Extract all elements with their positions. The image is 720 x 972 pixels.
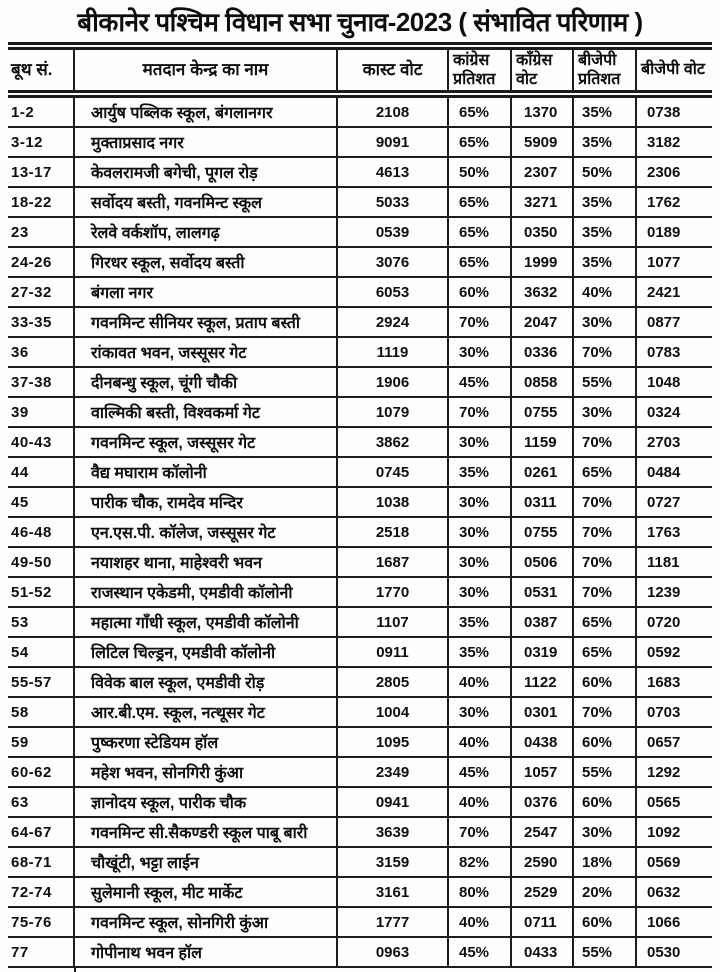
bjp-percent-cell: 55% — [573, 757, 636, 787]
bjp-votes-cell: 1683 — [636, 667, 712, 697]
bjp-votes-cell: 0738 — [636, 94, 712, 127]
table-row — [8, 127, 712, 157]
station-name-cell: दीनबन्धु स्कूल, चूंगी चौकी — [74, 367, 337, 397]
cast-votes-cell: 2924 — [337, 307, 448, 337]
booth-cell: 37-38 — [8, 367, 74, 397]
congress-percent-cell: 40% — [448, 727, 511, 757]
congress-votes-cell: 0755 — [511, 517, 573, 547]
bjp-votes-cell: 0632 — [636, 877, 712, 907]
cast-votes-cell: 1906 — [337, 367, 448, 397]
station-name-cell: पुष्करणा स्टेडियम हॉल — [74, 727, 337, 757]
table-row — [8, 367, 712, 397]
cast-votes-cell: 3159 — [337, 847, 448, 877]
bjp-votes-cell: 1048 — [636, 367, 712, 397]
table-row — [8, 817, 712, 847]
table-row — [8, 637, 712, 667]
booth-cell: 64-67 — [8, 817, 74, 847]
bjp-votes-cell: 1066 — [636, 907, 712, 937]
table-row — [8, 157, 712, 187]
table-row — [8, 607, 712, 637]
bjp-percent-cell: 60% — [573, 787, 636, 817]
table-row — [8, 667, 712, 697]
congress-percent-cell: 35% — [448, 637, 511, 667]
station-name-cell: गवनमिन्ट स्कूल, सोनगिरी कुंआ — [74, 907, 337, 937]
congress-percent-cell: 30% — [448, 577, 511, 607]
cast-votes-cell: 1107 — [337, 607, 448, 637]
bjp-percent-cell: 40% — [573, 277, 636, 307]
station-name-cell: केवलरामजी बगेची, पूगल रोड़ — [74, 157, 337, 187]
bjp-votes-cell: 1763 — [636, 517, 712, 547]
bjp-votes-cell: 0324 — [636, 397, 712, 427]
congress-percent-cell: 60% — [448, 277, 511, 307]
table-row — [8, 757, 712, 787]
booth-cell: 44 — [8, 457, 74, 487]
booth-cell: 27-32 — [8, 277, 74, 307]
cast-votes-cell: 5033 — [337, 187, 448, 217]
booth-cell: 18-22 — [8, 187, 74, 217]
station-name-cell: महात्मा गाँधी स्कूल, एमडीवी कॉलोनी — [74, 607, 337, 637]
bjp-votes-cell: 3182 — [636, 127, 712, 157]
bjp-votes-cell: 0569 — [636, 847, 712, 877]
congress-votes-cell: 3632 — [511, 277, 573, 307]
congress-percent-cell: 65% — [448, 187, 511, 217]
booth-cell: 46-48 — [8, 517, 74, 547]
congress-percent-cell: 45% — [448, 937, 511, 967]
cast-votes-cell: 9091 — [337, 127, 448, 157]
congress-votes-cell: 2529 — [511, 877, 573, 907]
congress-percent-cell: 40% — [448, 667, 511, 697]
congress-votes-cell: 5909 — [511, 127, 573, 157]
header-bjp-votes: बीजेपी वोट — [636, 46, 712, 94]
bjp-percent-cell: 65% — [573, 607, 636, 637]
congress-votes-cell: 0376 — [511, 787, 573, 817]
page-title: बीकानेर पश्चिम विधान सभा चुनाव-2023 ( संभावित परिणाम ) — [77, 7, 643, 37]
station-name-cell: एन.एस.पी. कॉलेज, जस्सूसर गेट — [74, 517, 337, 547]
table-row — [8, 187, 712, 217]
bjp-votes-cell: 1292 — [636, 757, 712, 787]
table-row — [8, 487, 712, 517]
station-name-cell: सर्वोदय बस्ती, गवनमिन्ट स्कूल — [74, 187, 337, 217]
station-name-cell: गवनमिन्ट सी.सैकण्डरी स्कूल पाबू बारी — [74, 817, 337, 847]
congress-votes-cell: 2307 — [511, 157, 573, 187]
table-row — [8, 577, 712, 607]
bjp-votes-cell: 2703 — [636, 427, 712, 457]
table-row — [8, 847, 712, 877]
cast-votes-cell: 3161 — [337, 877, 448, 907]
header-congress-percent: कांग्रेस प्रतिशत — [448, 46, 511, 94]
bjp-percent-cell: 55% — [573, 937, 636, 967]
booth-cell: 45 — [8, 487, 74, 517]
booth-cell: 24-26 — [8, 247, 74, 277]
table-row — [8, 547, 712, 577]
booth-cell: 39 — [8, 397, 74, 427]
table-row — [8, 247, 712, 277]
bjp-votes-cell: 2421 — [636, 277, 712, 307]
booth-cell: 51-52 — [8, 577, 74, 607]
cast-votes-cell: 3639 — [337, 817, 448, 847]
header-row — [8, 46, 712, 94]
bjp-percent-cell: 70% — [573, 487, 636, 517]
station-name-cell: महेश भवन, सोनगिरी कुंआ — [74, 757, 337, 787]
bjp-votes-cell: 0783 — [636, 337, 712, 367]
table-row — [8, 937, 712, 967]
table-row — [8, 427, 712, 457]
booth-cell: 49-50 — [8, 547, 74, 577]
booth-cell: 77 — [8, 937, 74, 967]
table-row — [8, 787, 712, 817]
booth-cell: 58 — [8, 697, 74, 727]
cast-votes-cell: 1004 — [337, 697, 448, 727]
results-table-body — [8, 94, 712, 967]
congress-votes-cell: 2047 — [511, 307, 573, 337]
bjp-percent-cell: 60% — [573, 907, 636, 937]
bjp-percent-cell: 70% — [573, 547, 636, 577]
bjp-votes-cell: 0703 — [636, 697, 712, 727]
congress-votes-cell: 1159 — [511, 427, 573, 457]
congress-votes-cell: 0858 — [511, 367, 573, 397]
congress-votes-cell: 0301 — [511, 697, 573, 727]
congress-percent-cell: 70% — [448, 307, 511, 337]
bjp-percent-cell: 20% — [573, 877, 636, 907]
cast-votes-cell: 6053 — [337, 277, 448, 307]
cast-votes-cell: 2805 — [337, 667, 448, 697]
congress-votes-cell: 0350 — [511, 217, 573, 247]
station-name-cell: आर्युष पब्लिक स्कूल, बंगलानगर — [74, 94, 337, 127]
bjp-percent-cell: 60% — [573, 667, 636, 697]
cast-votes-cell: 0963 — [337, 937, 448, 967]
cast-votes-cell: 0745 — [337, 457, 448, 487]
cast-votes-cell: 1777 — [337, 907, 448, 937]
table-row — [8, 697, 712, 727]
table-row — [8, 907, 712, 937]
bjp-votes-cell: 0530 — [636, 937, 712, 967]
bjp-percent-cell: 65% — [573, 457, 636, 487]
header-booth-number: बूथ सं. — [8, 46, 74, 94]
station-name-cell: विवेक बाल स्कूल, एमडीवी रोड़ — [74, 667, 337, 697]
booth-cell: 75-76 — [8, 907, 74, 937]
station-name-cell: आर.बी.एम. स्कूल, नत्थूसर गेट — [74, 697, 337, 727]
congress-votes-cell: 0438 — [511, 727, 573, 757]
table-row — [8, 877, 712, 907]
congress-percent-cell: 30% — [448, 517, 511, 547]
congress-votes-cell: 0755 — [511, 397, 573, 427]
table-row — [8, 277, 712, 307]
bjp-votes-cell: 1092 — [636, 817, 712, 847]
station-name-cell: रांकावत भवन, जस्सूसर गेट — [74, 337, 337, 367]
congress-percent-cell: 30% — [448, 427, 511, 457]
station-name-cell: सुलेमानी स्कूल, मीट मार्केट — [74, 877, 337, 907]
bjp-percent-cell: 35% — [573, 247, 636, 277]
table-row — [8, 94, 712, 127]
results-table — [8, 42, 712, 968]
station-name-cell: रेलवे वर्कशॉप, लालगढ़ — [74, 217, 337, 247]
congress-percent-cell: 45% — [448, 757, 511, 787]
bjp-percent-cell: 18% — [573, 847, 636, 877]
header-cast-votes: कास्ट वोट — [337, 46, 448, 94]
bjp-percent-cell: 70% — [573, 337, 636, 367]
bjp-percent-cell: 55% — [573, 367, 636, 397]
table-row — [8, 727, 712, 757]
station-name-cell: गवनमिन्ट सीनियर स्कूल, प्रताप बस्ती — [74, 307, 337, 337]
congress-votes-cell: 3271 — [511, 187, 573, 217]
cast-votes-cell: 0539 — [337, 217, 448, 247]
bjp-percent-cell: 30% — [573, 817, 636, 847]
station-name-cell: चौखूंटी, भट्टा लाईन — [74, 847, 337, 877]
table-row — [8, 457, 712, 487]
bjp-percent-cell: 70% — [573, 697, 636, 727]
congress-percent-cell: 45% — [448, 367, 511, 397]
booth-cell: 59 — [8, 727, 74, 757]
cast-votes-cell: 1119 — [337, 337, 448, 367]
cast-votes-cell: 1770 — [337, 577, 448, 607]
congress-votes-cell: 1057 — [511, 757, 573, 787]
booth-cell: 72-74 — [8, 877, 74, 907]
congress-percent-cell: 50% — [448, 157, 511, 187]
bjp-votes-cell: 0657 — [636, 727, 712, 757]
booth-cell: 1-2 — [8, 94, 74, 127]
congress-percent-cell: 65% — [448, 217, 511, 247]
station-name-cell: नयाशहर थाना, माहेश्वरी भवन — [74, 547, 337, 577]
congress-percent-cell: 70% — [448, 817, 511, 847]
booth-cell: 54 — [8, 637, 74, 667]
congress-percent-cell: 70% — [448, 397, 511, 427]
congress-votes-cell: 0506 — [511, 547, 573, 577]
congress-votes-cell: 2590 — [511, 847, 573, 877]
bjp-votes-cell: 0592 — [636, 637, 712, 667]
bjp-votes-cell: 0484 — [636, 457, 712, 487]
congress-percent-cell: 30% — [448, 547, 511, 577]
booth-cell: 60-62 — [8, 757, 74, 787]
booth-cell: 36 — [8, 337, 74, 367]
bjp-percent-cell: 50% — [573, 157, 636, 187]
congress-percent-cell: 35% — [448, 457, 511, 487]
station-name-cell: वैद्य मघाराम कॉलोनी — [74, 457, 337, 487]
bjp-votes-cell: 0720 — [636, 607, 712, 637]
bjp-votes-cell: 0189 — [636, 217, 712, 247]
congress-votes-cell: 0311 — [511, 487, 573, 517]
table-row — [8, 397, 712, 427]
congress-percent-cell: 40% — [448, 787, 511, 817]
booth-cell: 63 — [8, 787, 74, 817]
bjp-votes-cell: 0565 — [636, 787, 712, 817]
station-name-cell: वाल्मिकी बस्ती, विश्वकर्मा गेट — [74, 397, 337, 427]
table-row — [8, 217, 712, 247]
bjp-percent-cell: 30% — [573, 307, 636, 337]
station-name-cell: लिटिल चिल्ड्रन, एमडीवी कॉलोनी — [74, 637, 337, 667]
station-name-cell: गोपीनाथ भवन हॉल — [74, 937, 337, 967]
bjp-percent-cell: 70% — [573, 427, 636, 457]
bjp-votes-cell: 0727 — [636, 487, 712, 517]
next-row-edge-stub — [74, 968, 76, 972]
congress-votes-cell: 0711 — [511, 907, 573, 937]
bjp-votes-cell: 1077 — [636, 247, 712, 277]
cast-votes-cell: 1687 — [337, 547, 448, 577]
station-name-cell: गिरधर स्कूल, सर्वोदय बस्ती — [74, 247, 337, 277]
cast-votes-cell: 1095 — [337, 727, 448, 757]
booth-cell: 23 — [8, 217, 74, 247]
bjp-percent-cell: 35% — [573, 217, 636, 247]
booth-cell: 40-43 — [8, 427, 74, 457]
congress-percent-cell: 30% — [448, 487, 511, 517]
booth-cell: 3-12 — [8, 127, 74, 157]
congress-votes-cell: 0387 — [511, 607, 573, 637]
cast-votes-cell: 0911 — [337, 637, 448, 667]
congress-percent-cell: 30% — [448, 337, 511, 367]
congress-votes-cell: 2547 — [511, 817, 573, 847]
header-bjp-percent: बीजेपी प्रतिशत — [573, 46, 636, 94]
bjp-votes-cell: 0877 — [636, 307, 712, 337]
congress-percent-cell: 80% — [448, 877, 511, 907]
table-row — [8, 517, 712, 547]
cast-votes-cell: 2349 — [337, 757, 448, 787]
bjp-votes-cell: 2306 — [636, 157, 712, 187]
bjp-votes-cell: 1181 — [636, 547, 712, 577]
booth-cell: 53 — [8, 607, 74, 637]
congress-votes-cell: 0336 — [511, 337, 573, 367]
station-name-cell: ज्ञानोदय स्कूल, पारीक चौक — [74, 787, 337, 817]
congress-percent-cell: 35% — [448, 607, 511, 637]
congress-votes-cell: 1999 — [511, 247, 573, 277]
station-name-cell: गवनमिन्ट स्कूल, जस्सूसर गेट — [74, 427, 337, 457]
congress-votes-cell: 1370 — [511, 94, 573, 127]
header-station-name: मतदान केन्द्र का नाम — [74, 46, 337, 94]
congress-percent-cell: 65% — [448, 127, 511, 157]
bjp-percent-cell: 65% — [573, 637, 636, 667]
cast-votes-cell: 0941 — [337, 787, 448, 817]
congress-votes-cell: 0433 — [511, 937, 573, 967]
bjp-percent-cell: 70% — [573, 517, 636, 547]
bjp-percent-cell: 70% — [573, 577, 636, 607]
station-name-cell: बंगला नगर — [74, 277, 337, 307]
congress-percent-cell: 40% — [448, 907, 511, 937]
cast-votes-cell: 1038 — [337, 487, 448, 517]
station-name-cell: राजस्थान एकेडमी, एमडीवी कॉलोनी — [74, 577, 337, 607]
table-row — [8, 307, 712, 337]
congress-percent-cell: 30% — [448, 697, 511, 727]
booth-cell: 33-35 — [8, 307, 74, 337]
cast-votes-cell: 3076 — [337, 247, 448, 277]
congress-percent-cell: 65% — [448, 94, 511, 127]
cast-votes-cell: 2518 — [337, 517, 448, 547]
bjp-votes-cell: 1762 — [636, 187, 712, 217]
booth-cell: 13-17 — [8, 157, 74, 187]
table-row — [8, 337, 712, 367]
bjp-percent-cell: 60% — [573, 727, 636, 757]
congress-percent-cell: 82% — [448, 847, 511, 877]
station-name-cell: पारीक चौक, रामदेव मन्दिर — [74, 487, 337, 517]
congress-votes-cell: 1122 — [511, 667, 573, 697]
congress-votes-cell: 0319 — [511, 637, 573, 667]
congress-percent-cell: 65% — [448, 247, 511, 277]
station-name-cell: मुक्ताप्रसाद नगर — [74, 127, 337, 157]
header-congress-votes: काँग्रेस वोट — [511, 46, 573, 94]
cast-votes-cell: 4613 — [337, 157, 448, 187]
congress-votes-cell: 0531 — [511, 577, 573, 607]
cast-votes-cell: 1079 — [337, 397, 448, 427]
results-table-header — [8, 46, 712, 94]
bjp-votes-cell: 1239 — [636, 577, 712, 607]
congress-votes-cell: 0261 — [511, 457, 573, 487]
booth-cell: 55-57 — [8, 667, 74, 697]
cast-votes-cell: 2108 — [337, 94, 448, 127]
bjp-percent-cell: 30% — [573, 397, 636, 427]
booth-cell: 68-71 — [8, 847, 74, 877]
bjp-percent-cell: 35% — [573, 127, 636, 157]
bjp-percent-cell: 35% — [573, 187, 636, 217]
cast-votes-cell: 3862 — [337, 427, 448, 457]
bjp-percent-cell: 35% — [573, 94, 636, 127]
